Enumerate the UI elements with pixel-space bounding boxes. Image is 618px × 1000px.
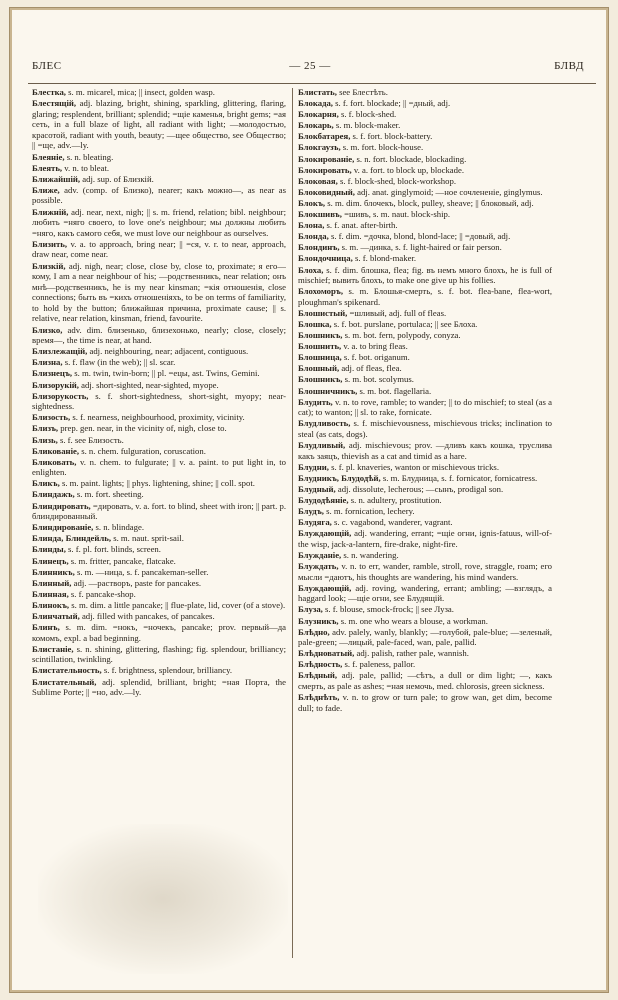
entry-headword: Близорукій, [32,379,79,390]
entry-headword: Блондочница, [298,253,353,264]
entry-definition: s. f. nearness, neighbourhood, proximity, vicinity. [72,412,245,423]
dictionary-entry [32,435,286,446]
dictionary-entry [298,397,552,418]
entry-definition: s. n. fort. blockade, blockading. [356,153,467,164]
dictionary-entry [298,231,552,242]
entry-headword: Близнецъ, [32,368,73,379]
entry-headword: Блуждающій, [298,528,352,539]
dictionary-entry [32,152,286,163]
entry-definition: adv. (comp. of Близко), nearer; какъ можно—, as near as possible. [32,184,286,206]
entry-headword: Блокбатарея, [298,131,351,142]
entry-headword: Блошный, [298,363,340,374]
entry-headword: Блестка, [32,87,66,97]
entry-headword: Блинный, [32,577,72,588]
dictionary-entry [298,363,552,374]
entry-headword: Блондинъ, [298,242,340,253]
dictionary-entry [298,506,552,517]
entry-headword: Блузникъ, [298,615,339,626]
entry-definition: adj. filled with pancakes, of pancakes. [81,611,215,621]
dictionary-entry [32,412,286,423]
entry-definition: s. m. one who wears a blouse, a workman. [340,615,488,626]
entry-definition: adj. roving, wandering, errant; ambling; —взглядъ, a haggard look; —щіе огни, see Блудящій. [298,582,552,604]
entry-headword: Блѣдный, [298,670,338,681]
entry-definition: adv. palely, wanly, blankly; —голубой, pale-blue; —зеленый, pale-green; —лицый, pale-faced, wan, pale, pallid. [298,626,552,648]
entry-definition: s. m. bot. scolymus. [344,374,414,385]
entry-definition: s. m. paint. lights; || phys. lightening, shine; || coll. spot. [61,478,255,489]
entry-headword: Блошистый, [298,307,348,318]
entry-definition: s. f. paleness, pallor. [344,659,416,670]
entry-definition: see Блестѣть. [339,87,388,97]
entry-headword: Блужданіе, [298,549,342,560]
dictionary-entry [32,380,286,391]
dictionary-entry [32,368,286,379]
entry-definition: s. f. mischievousness, mischievous tricks; inclination to steal (as cats, dogs). [298,418,552,439]
entry-definition: adj. sup. of Близкій. [82,173,154,184]
dictionary-entry [298,670,552,691]
dictionary-entry [298,198,552,209]
entry-definition: s. m. dim. =нокъ, =ночекъ, pancake; prov. первый—да комомъ, expl. a bad beginning. [32,622,286,643]
entry-headword: Блѣдно, [298,626,330,637]
dictionary-entry [298,341,552,352]
entry-headword: Близлежащій, [32,346,88,357]
dictionary-entry [298,142,552,153]
entry-definition: s. c. vagabond, wanderer, vagrant. [334,517,453,528]
dictionary-entry [298,528,552,549]
dictionary-entry [298,154,552,165]
entry-definition: s. m. fort. sheeting. [76,489,144,500]
entry-headword: Блокированіе, [298,153,355,164]
dictionary-entry [32,357,286,368]
entry-headword: Близорукость, [32,390,89,401]
dictionary-entry [32,589,286,600]
dictionary-entry [298,319,552,330]
dictionary-entry [298,109,552,120]
entry-headword: Блошка, [298,318,332,329]
entry-headword: Блинды, [32,544,66,555]
entry-headword: Блинчатый, [32,611,80,621]
entry-definition: s. n. bleating. [66,151,114,162]
dictionary-entry [32,391,286,412]
dictionary-entry [298,561,552,582]
dictionary-entry [298,462,552,473]
entry-definition: s. f. anat. after-birth. [326,220,398,231]
dictionary-entry [298,120,552,131]
entry-headword: Блошнить, [298,341,342,352]
entry-definition: s. m. fritter, pancake, flatcake. [70,555,176,566]
entry-definition: =шивъ, s. m. naut. block-ship. [344,209,451,220]
dictionary-entry [32,677,286,698]
entry-headword: Блуждающій, [298,582,352,593]
entry-headword: Блона, [298,220,325,231]
entry-headword: Блокгаузъ, [298,142,341,153]
entry-headword: Блудливость, [298,418,351,429]
entry-headword: Блудъ, [298,506,324,517]
dictionary-entry [32,600,286,611]
entry-headword: Блистательный, [32,676,97,687]
entry-headword: Блокарь, [298,120,334,131]
entry-definition: s. m. Блудница, s. f. fornicator, fornicatress. [382,472,538,483]
right-column [298,87,552,967]
dictionary-entry [298,495,552,506]
dictionary-entry [32,544,286,555]
entry-headword: Блинная, [32,588,69,599]
entry-definition: adj. pale, pallid; —сѣтъ, a dull or dim light; —, какъ смерть, as pale as ashes; =ная немочь, med. chlorosis, green sickness. [298,670,552,692]
entry-definition: s. f. block-shed, block-workshop. [339,175,457,186]
dictionary-entry [298,659,552,670]
entry-headword: Блуждать, [298,561,339,572]
dictionary-entry [32,556,286,567]
dictionary-entry [298,187,552,198]
dictionary-entry [298,440,552,461]
dictionary-entry [32,423,286,434]
dictionary-entry [298,131,552,142]
dictionary-entry [298,473,552,484]
entry-headword: Блѣдность, [298,659,343,670]
dictionary-entry [298,209,552,220]
dictionary-entry [32,644,286,665]
entry-definition: s. f. fort. block-battery. [352,131,433,142]
entry-headword: Ближній, [32,206,69,217]
entry-headword: Ближайшій, [32,173,81,184]
entry-headword: Блоковидный, [298,186,355,197]
page-number: — 25 — [289,60,331,72]
entry-headword: Бликъ, [32,478,60,489]
entry-headword: Блиндажъ, [32,489,75,500]
dictionary-entry [298,550,552,561]
dictionary-entry [298,87,552,98]
dictionary-entry [32,665,286,676]
entry-headword: Блистаніе, [32,643,74,654]
dictionary-entry [298,286,552,307]
dictionary-entry [298,692,552,713]
entry-definition: adj. wandering, errant; =щіе огни, ignis-fatuus, will-of-the wisp, jack-a-lantern, fire-drake, night-fire. [298,528,552,549]
entry-definition: s. m. dim. блочекъ, block, pulley, sheave; || блоковый, adj. [327,197,534,208]
entry-headword: Бликованіе, [32,445,80,456]
dictionary-entry [32,457,286,478]
entry-headword: Блистать, [298,87,337,97]
column-divider [292,88,293,958]
dictionary-entry [32,346,286,357]
dictionary-entry [298,220,552,231]
entry-headword: Близъ, [32,423,59,434]
entry-headword: Блинокъ, [32,599,70,610]
entry-definition: s. n. shining, glittering, flashing; fig. splendour, brilliancy; scintillation, twinkling. [32,643,286,665]
dictionary-entry [32,239,286,260]
dictionary-entry [32,501,286,522]
entry-headword: Блѣднѣть, [298,692,340,703]
entry-headword: Ближе, [32,184,60,195]
dictionary-entry [32,478,286,489]
dictionary-entry [32,533,286,544]
dictionary-entry [32,611,286,622]
entry-definition: s. m. dim. a little pancake; || flue-plate, lid, cover (of a stove). [71,599,286,610]
entry-definition: s. m. micarel, mica; || insect, golden wasp. [68,87,215,97]
entry-headword: Блиндировать, [32,500,91,511]
dictionary-entry [32,87,286,98]
dictionary-entry [32,98,286,151]
entry-definition: s. m. —ница, s. f. pancakeman-seller. [76,566,209,577]
dictionary-entry [298,517,552,528]
entry-headword: Блошничникъ, [298,385,358,396]
entry-headword: Блокарня, [298,109,339,120]
entry-definition: adj. near, next, nigh; || s. m. friend, relation; bibl. neighbour; любить =няго своего, to love one's neighbour; мы должны любить =няго, какъ самого себя, we must love our neighbour as ourselves. [32,206,286,238]
entry-definition: s. m. —динка, s. f. light-haired or fair person. [341,242,502,253]
entry-headword: Блѣдноватый, [298,648,355,659]
dictionary-entry [32,185,286,206]
entry-definition: v. n. to err, wander, ramble, stroll, rove, straggle, roam; его мысли =даютъ, his thoughts are wandering, his mind wanders. [298,561,552,582]
dictionary-entry [32,567,286,578]
dictionary-entry [32,446,286,457]
entry-definition: adv. dim. близенько, близехонько, nearly; close, closely; время—, the time is near, at hand. [32,324,286,346]
entry-definition: s. f. dim. блошка, flea; fig. въ немъ много блохъ, he is full of mischief; вывить блохъ, to make one give up his follies. [298,264,552,286]
dictionary-entry [32,325,286,346]
entry-definition: adj. palish, rather pale, wannish. [356,648,469,659]
entry-definition: adj. dissolute, lecherous; —сынъ, prodigal son. [337,483,504,494]
left-column [32,87,286,967]
entry-definition: s. f. pl. fort. blinds, screen. [68,544,161,555]
entry-headword: Блиндированіе, [32,522,94,533]
entry-definition: s. f. fort. blockade; || =дный, adj. [335,98,451,109]
entry-definition: adj. short-sighted, near-sighted, myope. [81,379,219,390]
entry-headword: Блудодѣяніе, [298,494,349,505]
entry-headword: Близость, [32,412,71,423]
entry-definition: s. n. blindage. [95,522,145,533]
entry-definition: s. f. short-sightedness, short-sight, myopy; near-sightedness. [32,390,286,412]
entry-headword: Блеяніе, [32,151,65,162]
entry-definition: =шливый, adj. full of fleas. [349,307,447,318]
entry-headword: Блудни, [298,461,329,472]
entry-headword: Близна, [32,357,63,368]
entry-headword: Блудить, [298,396,333,407]
entry-definition: v. n. to rove, ramble; to wander; || to do mischief; to steal (as a cat); to wanton; || sl. to rake, fornicate. [298,396,552,418]
entry-definition: s. m. fornication, lechery. [326,506,415,517]
entry-headword: Близь, [32,434,58,445]
entry-headword: Близкій, [32,260,66,271]
entry-headword: Блокада, [298,98,333,109]
entry-headword: Блудяга, [298,517,332,528]
dictionary-entry [32,622,286,643]
dictionary-entry [298,242,552,253]
entry-definition: v. n. chem. to fulgurate; || v. a. paint. to put light in, to enlighten. [32,456,286,478]
entry-headword: Блинда, Блиндейль, [32,533,112,544]
dictionary-entry [298,265,552,286]
entry-definition: v. a. to approach, bring near; || =ся, v. r. to near, approach, draw near, come near. [32,238,286,260]
entry-headword: Блоковая, [298,175,338,186]
dictionary-entry [298,418,552,439]
entry-definition: s. f. pl. knaveries, wanton or mischievous tricks. [331,461,499,472]
entry-headword: Блинецъ, [32,555,69,566]
entry-definition: v. a. fort. to block up, blockade. [353,164,465,175]
entry-headword: Блеять, [32,162,63,173]
dictionary-entry [298,176,552,187]
dictionary-entry [298,308,552,319]
entry-definition: s. m. block-maker. [335,120,401,131]
dictionary-entry [298,616,552,627]
entry-headword: Блошница, [298,352,342,363]
entry-definition: s. m. Блошья-смерть, s. f. bot. flea-bane, flea-wort, ploughman's spikenard. [298,286,552,307]
dictionary-entry [32,261,286,325]
entry-definition: s. n. wandering. [343,549,399,560]
dictionary-entry [32,207,286,239]
entry-definition: adj. nigh, near; close, close by, close to, proximate; я его—кому, I am a near neighbour of his; —родственникъ, near relation; онъ мнѣ—родственникъ, he is my near kinsman; =кія отношенія, close connections; быть въ =кихъ отношеніяхъ, to be on terms of familiarity, to hold by the button; ближайшая причина, proximate cause; || s. relative, near relation, kinsman, friend, favourite. [32,260,286,324]
dictionary-entry [32,578,286,589]
entry-definition: adj. —растворъ, paste for pancakes. [73,577,202,588]
entry-headword: Блокшивъ, [298,209,342,220]
entry-definition: s. f. bot. origanum. [343,352,410,363]
entry-definition: s. n. chem. fulguration, coruscation. [81,445,206,456]
entry-definition: s. m. bot. flagellaria. [359,385,432,396]
entry-headword: Блуза, [298,604,323,615]
entry-definition: v. n. to bleat. [64,162,110,173]
entry-headword: Бликовать, [32,456,77,467]
entry-headword: Блокъ, [298,197,326,208]
entry-definition: s. f. brightness, splendour, brilliancy. [103,665,233,676]
entry-headword: Блудливый, [298,440,346,450]
dictionary-entry [298,627,552,648]
entry-headword: Блонда, [298,231,329,242]
entry-definition: s. f. dim. =дочка, blond, blond-lace; || =довый, adj. [330,231,511,242]
entry-headword: Блохоморъ, [298,286,344,297]
dictionary-entry [298,165,552,176]
entry-definition: s. f. blouse, smock-frock; || see Луза. [325,604,454,615]
entry-definition: prep. gen. near, in the vicinity of, nigh, close to. [60,423,227,434]
dictionary-entry [298,352,552,363]
entry-headword: Блистательность, [32,665,102,676]
entry-headword: Блошникъ, [298,330,343,341]
dictionary-entry [298,484,552,495]
entry-headword: Блоха, [298,264,324,275]
entry-definition: s. n. adultery, prostitution. [350,494,442,505]
entry-headword: Блудный, [298,483,336,494]
header-right-guide-word: БЛВД [554,60,584,72]
dictionary-entry [32,489,286,500]
dictionary-entry [298,386,552,397]
entry-definition: v. n. to grow or turn pale; to grow wan, get dim, become dull; to fade. [298,692,552,713]
entry-definition: s. f. block-shed. [340,109,397,120]
dictionary-entry [298,330,552,341]
entry-definition: adj. anat. ginglymoid; —ное сочлененіе, ginglymus. [357,186,543,197]
entry-headword: Близко, [32,324,63,335]
entry-definition: =дировать, v. a. fort. to blind, sheet with iron; || part. p. блиндированный. [32,500,286,522]
dictionary-entry [298,604,552,615]
entry-definition: s. f. blond-maker. [354,253,417,264]
entry-definition: s. m. bot. fern, polypody, conyza. [344,330,461,341]
entry-definition: adj. blazing, bright, shining, sparkling, glittering, flaring, glaring; resplendent, brilliant; splendid; =щіе каменья, bright gems; =ая сеть, in a full blaze of light, all radiant with light; —молодостью, красотой, radiant with youth, beauty; —щее общество, see Общество; || =ще, adv.—ly. [32,98,286,151]
entry-headword: Блудникъ, Блудодѣй, [298,472,381,483]
running-header [20,60,600,78]
entry-definition: adj. splendid, brilliant, bright; =ная Порта, the Sublime Porte; || =но, adv.—ly. [32,676,286,698]
dictionary-entry [32,163,286,174]
header-left-guide-word: БЛЕС [32,60,62,72]
entry-definition: s. m. twin, twin-born; || pl. =ецы, ast. Twins, Gemini. [74,368,260,379]
entry-headword: Близить, [32,238,68,249]
dictionary-entry [298,253,552,264]
dictionary-entry [298,583,552,604]
entry-headword: Блинъ, [32,622,60,633]
dictionary-entry [298,374,552,385]
entry-headword: Блестящій, [32,98,77,109]
entry-definition: s. f. see Близость. [59,434,124,445]
entry-headword: Блошникъ, [298,374,343,385]
entry-definition: s. f. pancake-shop. [70,588,136,599]
dictionary-entry [32,522,286,533]
entry-definition: s. f. bot. purslane, portulaca; || see Блоха. [333,318,478,329]
entry-definition: adj. of fleas, flea. [341,363,402,374]
entry-headword: Блокировать, [298,164,352,175]
entry-definition: adj. neighbouring, near; adjacent, contiguous. [89,346,249,357]
entry-definition: v. a. to bring fleas. [343,341,408,352]
dictionary-entry [32,174,286,185]
entry-definition: s. f. flaw (in the web); || sl. scar. [64,357,176,368]
entry-definition: s. m. naut. sprit-sail. [113,533,184,544]
dictionary-entry [298,648,552,659]
dictionary-entry [298,98,552,109]
header-rule [28,83,596,84]
entry-headword: Блинникъ, [32,566,75,577]
entry-definition: adj. mischievous; prov. —дливъ какъ кошка, труслива какъ заяцъ, thievish as a cat and timid as a hare. [298,440,552,461]
entry-definition: s. m. fort. block-house. [342,142,424,153]
